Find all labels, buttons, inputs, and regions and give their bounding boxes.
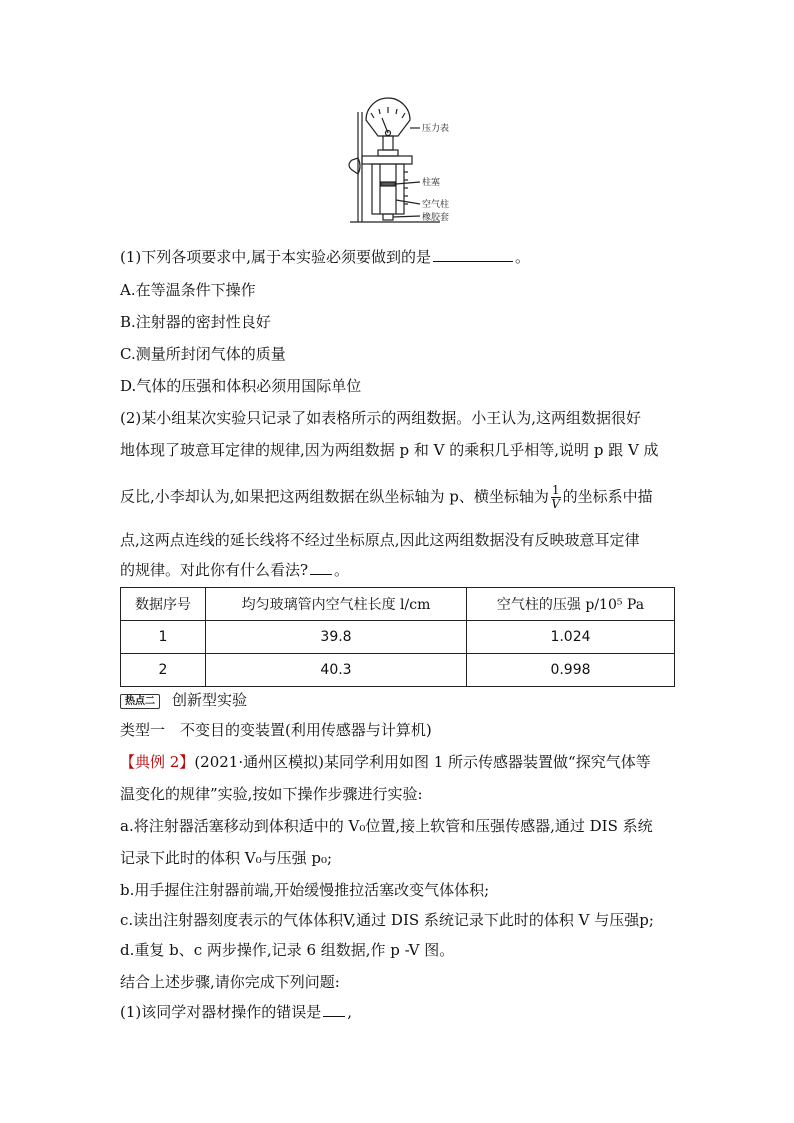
prompt-line: 结合上述步骤,请你完成下列问题:	[120, 973, 340, 991]
fraction-numerator: 1	[551, 483, 560, 497]
q2-line-3	[120, 484, 653, 511]
q2-line-2: 地体现了玻意耳定律的规律,因为两组数据 p 和 V 的乘积几乎相等,说明 p 跟 V 成	[120, 441, 659, 459]
q1-option-c: C.测量所封闭气体的质量	[120, 345, 286, 363]
label-piston: 柱塞	[422, 178, 441, 188]
step-a-line-2: 记录下此时的体积 V₀与压强 p₀;	[120, 849, 333, 867]
label-rubber: 橡胶套	[422, 213, 450, 223]
step-a-line-1: a.将注射器活塞移动到体积适中的 V₀位置,接上软管和压强传感器,通过 DIS 系统	[120, 817, 653, 835]
q2-line-5a: 的规律。对此你有什么看法?	[120, 561, 309, 579]
table-cell: 39.8	[206, 621, 467, 654]
example-q1-line	[120, 1002, 352, 1022]
example-text-1: (2021·通州区模拟)某同学利用如图 1 所示传感器装置做“探究气体等	[194, 753, 651, 771]
q2-line-1: (2)某小组某次实验只记录了如表格所示的两组数据。小王认为,这两组数据很好	[120, 409, 642, 427]
table-header: 数据序号	[121, 588, 206, 621]
example-line-1	[120, 752, 651, 772]
apparatus-figure	[0, 0, 794, 230]
table-cell: 40.3	[206, 654, 467, 687]
example-line-2: 温变化的规律”实验,按如下操作步骤进行实验:	[120, 785, 423, 803]
table-cell: 1.024	[467, 621, 675, 654]
table-header: 均匀玻璃管内空气柱长度 l/cm	[206, 588, 467, 621]
hotspot-tag: 热点二	[120, 694, 160, 709]
q2-line-3b: 的坐标系中描	[562, 487, 653, 506]
fraction-one-over-v	[551, 484, 561, 511]
q2-line-3a: 反比,小李却认为,如果把这两组数据在纵坐标轴为 p、横坐标轴为	[120, 487, 549, 506]
example-q1-stem: (1)该同学对器材操作的错误是	[120, 1003, 322, 1021]
table-cell: 1	[121, 621, 206, 654]
q2-line-5b: 。	[334, 561, 350, 579]
example-q1-answer-blank[interactable]	[323, 1002, 345, 1017]
section-heading	[120, 690, 247, 710]
step-b: b.用手握住注射器前端,开始缓慢推拉活塞改变气体体积;	[120, 881, 490, 899]
q1-stem-line	[120, 247, 530, 267]
fraction-denominator: V	[551, 497, 561, 511]
label-gauge: 压力表	[422, 124, 450, 134]
table-row	[121, 654, 675, 687]
q1-answer-blank[interactable]	[433, 247, 513, 262]
type-line: 类型一 不变目的变装置(利用传感器与计算机)	[120, 721, 432, 739]
table-header: 空气柱的压强 p/10⁵ Pa	[467, 588, 675, 621]
label-air: 空气柱	[422, 200, 450, 210]
step-c: c.读出注射器刻度表示的气体体积V,通过 DIS 系统记录下此时的体积 V 与压强p;	[120, 911, 654, 929]
table-cell: 2	[121, 654, 206, 687]
q1-stem: (1)下列各项要求中,属于本实验必须要做到的是	[120, 248, 432, 266]
step-d: d.重复 b、c 两步操作,记录 6 组数据,作 p -V 图。	[120, 941, 455, 959]
example-q1-end: ,	[347, 1003, 353, 1021]
q2-line-4: 点,这两点连线的延长线将不经过坐标原点,因此这两组数据没有反映玻意耳定律	[120, 531, 640, 549]
example-label: 【典例 2】	[120, 753, 195, 771]
data-table	[120, 587, 675, 687]
section-title: 创新型实验	[172, 691, 248, 709]
table-row	[121, 621, 675, 654]
table-header-row	[121, 588, 675, 621]
q2-line-5	[120, 560, 349, 580]
q1-end: 。	[515, 248, 531, 266]
q2-answer-blank[interactable]	[310, 560, 332, 575]
q1-option-b: B.注射器的密封性良好	[120, 313, 271, 331]
table-cell: 0.998	[467, 654, 675, 687]
q1-option-a: A.在等温条件下操作	[120, 281, 256, 299]
q1-option-d: D.气体的压强和体积必须用国际单位	[120, 377, 362, 395]
